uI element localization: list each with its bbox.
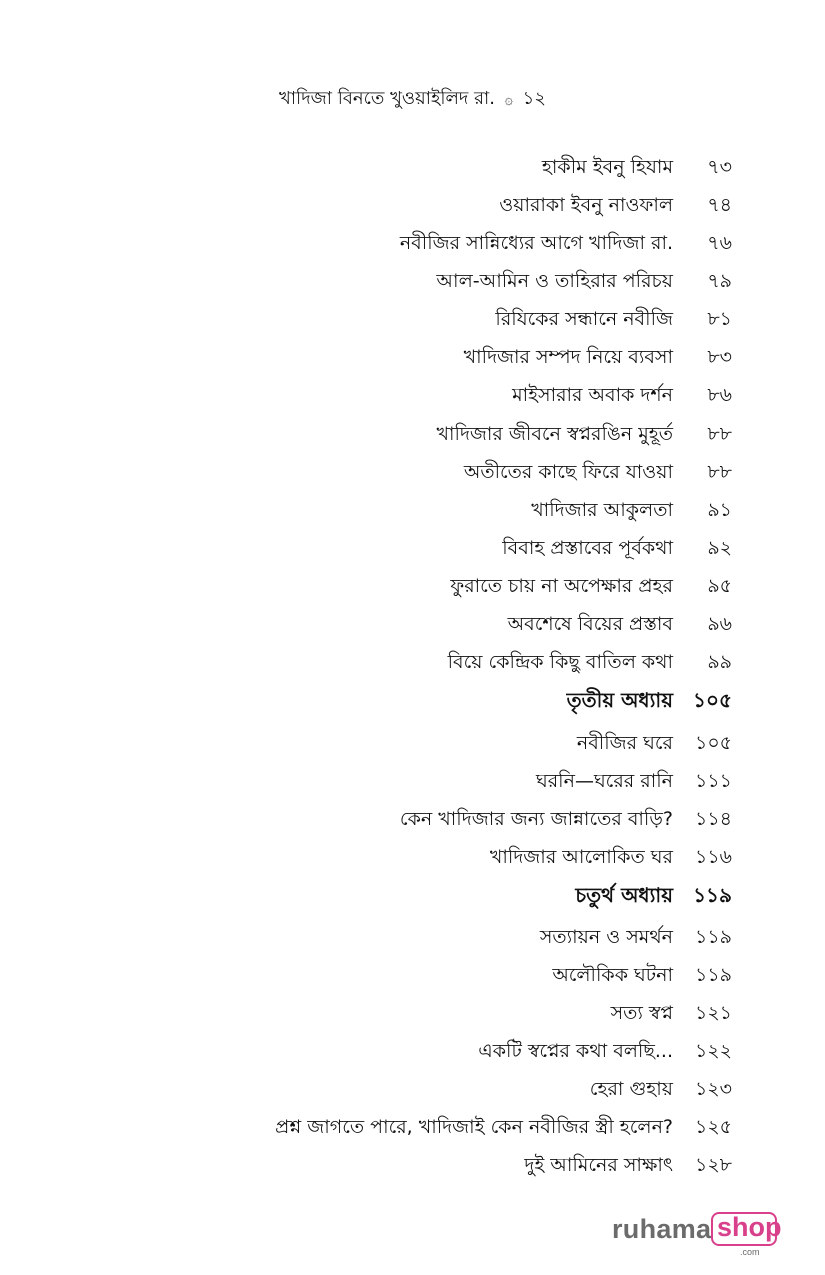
logo-text-shop: shop xyxy=(717,1212,782,1242)
toc-row[interactable] xyxy=(0,491,825,529)
toc-entry-title: মাইসারার অবাক দর্শন xyxy=(512,384,673,406)
toc-entry-title: খাদিজার আকুলতা xyxy=(531,499,673,521)
logo-shop-box xyxy=(711,1212,782,1246)
toc-entry-title: অতীতের কাছে ফিরে যাওয়া xyxy=(463,461,673,483)
toc-entry-title: প্রশ্ন জাগতে পারে, খাদিজাই কেন নবীজির স্ত্রী হলেন? xyxy=(275,1116,673,1138)
toc-chapter-row[interactable] xyxy=(0,876,825,914)
toc-entry-title: বিবাহ প্রস্তাবের পূর্বকথা xyxy=(502,537,673,559)
toc-row[interactable] xyxy=(0,800,825,838)
toc-entry-page: ৭৩ xyxy=(707,156,732,178)
header-page-number: ১২ xyxy=(522,88,546,109)
toc-row[interactable] xyxy=(0,956,825,994)
toc-entry-page: ৮১ xyxy=(707,308,732,330)
toc-row[interactable] xyxy=(0,1108,825,1146)
toc-entry-title: ওয়ারাকা ইবনু নাওফাল xyxy=(499,194,673,216)
toc-row[interactable] xyxy=(0,567,825,605)
toc-entry-title: তৃতীয় অধ্যায় xyxy=(566,688,673,712)
toc-chapter-row[interactable] xyxy=(0,681,825,719)
toc-row[interactable] xyxy=(0,376,825,414)
toc-entry-page: ৮৮ xyxy=(707,461,732,483)
toc-row[interactable] xyxy=(0,529,825,567)
toc-entry-page: ১১৯ xyxy=(695,926,732,948)
toc-row[interactable] xyxy=(0,605,825,643)
running-header xyxy=(0,86,825,113)
toc-entry-title: খাদিজার সম্পদ নিয়ে ব্যবসা xyxy=(463,346,673,368)
toc-entry-title: দুই আমিনের সাক্ষাৎ xyxy=(524,1154,673,1176)
toc-row[interactable] xyxy=(0,453,825,491)
toc-entry-page: ৯১ xyxy=(707,499,732,521)
toc-entry-page: ৭৯ xyxy=(707,270,732,292)
toc-row[interactable] xyxy=(0,224,825,262)
toc-entry-title: অলৌকিক ঘটনা xyxy=(552,964,673,986)
toc-entry-page: ৯৬ xyxy=(707,613,732,635)
toc-entry-title: কেন খাদিজার জন্য জান্নাতের বাড়ি? xyxy=(399,808,673,830)
toc-entry-page: ১২২ xyxy=(694,1040,732,1062)
toc-entry-page: ৮৬ xyxy=(707,384,732,406)
toc-entry-page: ৯৫ xyxy=(707,575,732,597)
toc-entry-page: ১০৫ xyxy=(693,688,732,712)
toc-row[interactable] xyxy=(0,148,825,186)
ruhamashop-logo xyxy=(612,1212,782,1257)
toc-row[interactable] xyxy=(0,1032,825,1070)
header-book-title: খাদিজা বিনতে খুওয়াইলিদ রা. xyxy=(279,88,495,109)
toc-entry-title: সত্যায়ন ও সমর্থন xyxy=(539,926,673,948)
toc-entry-title: বিয়ে কেন্দ্রিক কিছু বাতিল কথা xyxy=(447,651,673,673)
toc-entry-title: খাদিজার জীবনে স্বপ্নরঙিন মুহূর্ত xyxy=(436,423,673,445)
toc-row[interactable] xyxy=(0,762,825,800)
toc-entry-page: ৯৯ xyxy=(707,651,732,673)
toc-row[interactable] xyxy=(0,838,825,876)
toc-row[interactable] xyxy=(0,918,825,956)
toc-row[interactable] xyxy=(0,262,825,300)
toc-row[interactable] xyxy=(0,1070,825,1108)
toc-entry-title: নবীজির ঘরে xyxy=(576,732,673,754)
logo-text-com: .com xyxy=(740,1247,760,1257)
toc-entry-title: অবশেষে বিয়ের প্রস্তাব xyxy=(507,613,673,635)
toc-entry-page: ১১৪ xyxy=(695,808,732,830)
toc-entry-page: ৮৩ xyxy=(707,346,732,368)
toc-entry-title: চতুর্থ অধ্যায় xyxy=(575,883,673,907)
toc-row[interactable] xyxy=(0,724,825,762)
logo-text-ruhama: ruhama xyxy=(612,1214,712,1244)
toc-entry-title: আল-আমিন ও তাহিরার পরিচয় xyxy=(436,270,673,292)
toc-entry-page: ১১৬ xyxy=(694,846,732,868)
toc-entry-page: ৭৪ xyxy=(707,194,732,216)
toc-entry-page: ১১১ xyxy=(695,770,732,792)
toc-entry-title: সত্য স্বপ্ন xyxy=(610,1002,673,1024)
toc-entry-page: ১২৩ xyxy=(694,1078,732,1100)
toc-row[interactable] xyxy=(0,415,825,453)
toc-row[interactable] xyxy=(0,300,825,338)
toc-entry-title: হাকীম ইবনু হিযাম xyxy=(541,156,673,178)
toc-entry-page: ১০৫ xyxy=(694,732,732,754)
toc-entry-title: ঘরনি—ঘরের রানি xyxy=(535,770,673,792)
toc-entry-title: ফুরাতে চায় না অপেক্ষার প্রহর xyxy=(450,575,673,597)
toc-row[interactable] xyxy=(0,643,825,681)
toc-entry-title: নবীজির সান্নিধ্যের আগে খাদিজা রা. xyxy=(399,232,673,254)
toc-entry-page: ৭৬ xyxy=(707,232,732,254)
toc-row[interactable] xyxy=(0,186,825,224)
toc-entry-title: হেরা গুহায় xyxy=(589,1078,673,1100)
ornament-icon: ۞ xyxy=(504,92,513,108)
toc-row[interactable] xyxy=(0,1146,825,1184)
toc-entry-page: ১২৫ xyxy=(694,1116,732,1138)
toc-row[interactable] xyxy=(0,994,825,1032)
toc-entry-page: ১২৮ xyxy=(694,1154,732,1176)
toc-entry-title: রিযিকের সন্ধানে নবীজি xyxy=(495,308,673,330)
toc-entry-title: একটি স্বপ্নের কথা বলছি... xyxy=(478,1040,673,1062)
toc-entry-page: ১১৯ xyxy=(693,883,732,907)
toc-entry-page: ৯২ xyxy=(707,537,732,559)
toc-row[interactable] xyxy=(0,338,825,376)
toc-entry-page: ১১৯ xyxy=(695,964,732,986)
toc-entry-page: ৮৮ xyxy=(707,423,732,445)
toc-entry-title: খাদিজার আলোকিত ঘর xyxy=(489,846,673,868)
toc-entry-page: ১২১ xyxy=(694,1002,732,1024)
